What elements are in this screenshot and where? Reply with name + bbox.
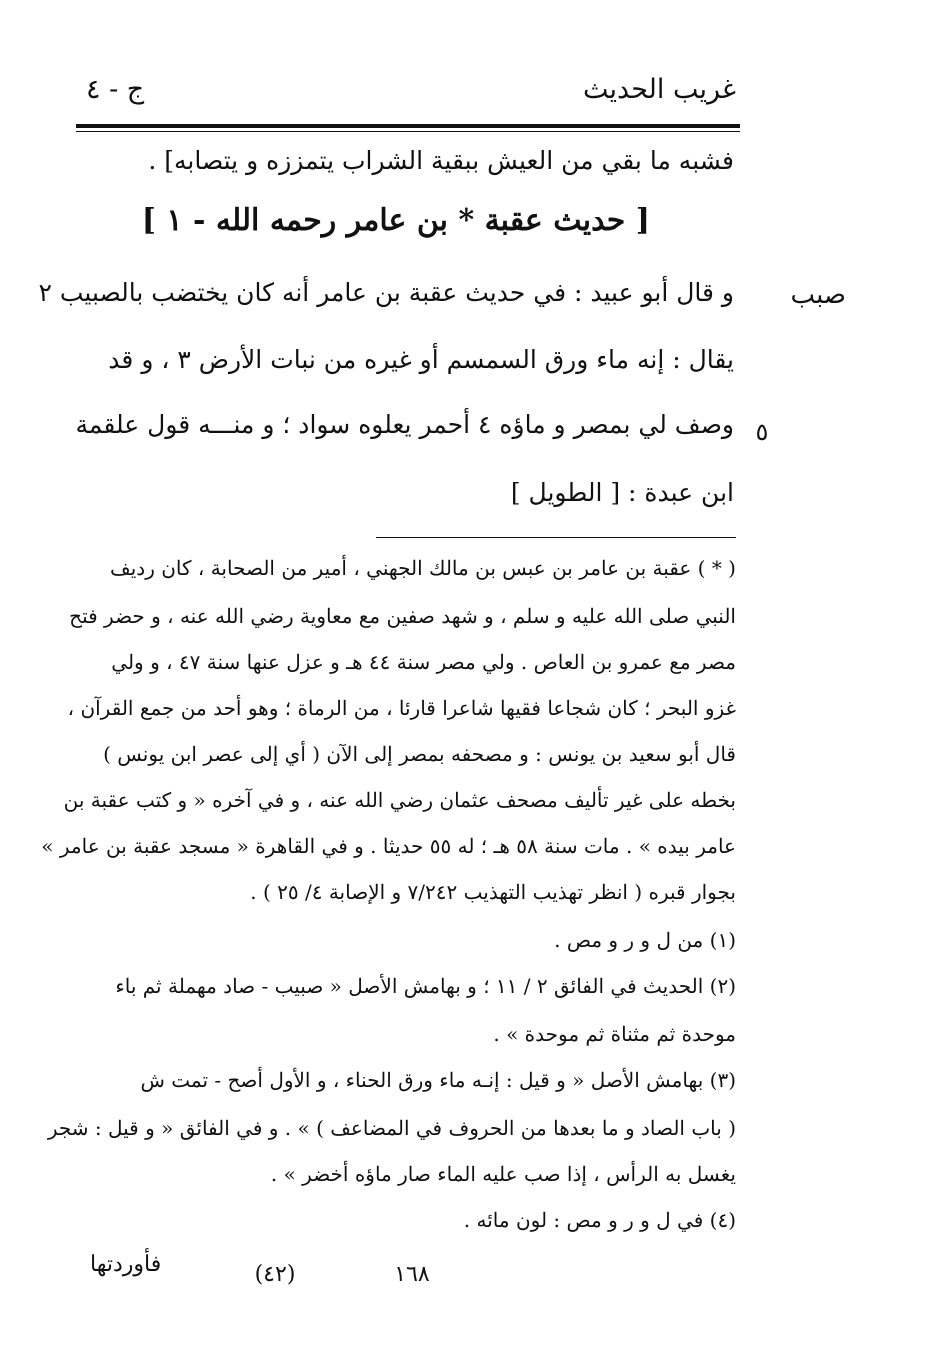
- body-line: وصف لي بمصر و ماؤه ٤ أحمر يعلوه سواد ؛ و منـــه قول علقمة: [75, 410, 734, 439]
- body-line: و قال أبو عبيد : في حديث عقبة بن عامر أنه كان يختضب بالصبيب ٢: [38, 278, 734, 307]
- body-line: ابن عبدة : [ الطويل ]: [510, 478, 734, 507]
- footnote-line: غزو البحر ؛ كان شجاعا فقيها شاعرا قارئا ، من الرماة ؛ وهو أحد من جمع القرآن ،: [67, 696, 736, 720]
- footnote-line: مصر مع عمرو بن العاص . ولي مصر سنة ٤٤ هـ و عزل عنها سنة ٤٧ ، و ولي: [111, 650, 736, 674]
- section-heading: [ حديث عقبة * بن عامر رحمه الله - ١ ]: [141, 203, 650, 238]
- footnote-line: (١) من ل و ر و مص .: [554, 928, 736, 952]
- footnote-separator: [376, 537, 736, 538]
- item-number: (٤٢): [254, 1262, 296, 1287]
- footnote-line: بخطه على غير تأليف مصحف عثمان رضي الله عنه ، و في آخره « و كتب عقبة بن: [63, 788, 736, 812]
- footnote-line: النبي صلى الله عليه و سلم ، و شهد صفين مع معاوية رضي الله عنه ، و حضر فتح: [69, 604, 736, 628]
- body-line: يقال : إنه ماء ورق السمسم أو غيره من نبات الأرض ٣ ، و قد: [108, 345, 734, 374]
- footnote-line: عامر بيده » . مات سنة ٥٨ هـ ؛ له ٥٥ حديثا . و في القاهرة « مسجد عقبة بن عامر »: [41, 834, 736, 858]
- body-line: فشبه ما بقي من العيش ببقية الشراب يتمززه و يتصابه] .: [148, 146, 734, 175]
- footnote-line: (٤) في ل و ر و مص : لون مائه .: [463, 1208, 736, 1232]
- margin-keyword: صبب: [790, 280, 846, 310]
- footnote-line: قال أبو سعيد بن يونس : و مصحفه بمصر إلى الآن ( أي إلى عصر ابن يونس ): [103, 742, 736, 766]
- footnote-line: ( باب الصاد و ما بعدها من الحروف في المضاعف ) » . و في الفائق « و قيل : شجر: [47, 1116, 736, 1140]
- catchword: فأوردتها: [90, 1252, 162, 1277]
- footnote-line: بجوار قبره ( انظر تهذيب التهذيب ٧/٢٤٢ و الإصابة ٤/ ٢٥ ) .: [250, 880, 736, 904]
- header-rule: [76, 124, 740, 128]
- page-number: ١٦٨: [394, 1262, 430, 1287]
- running-header-part: ج - ٤: [86, 74, 145, 105]
- footnote-line: (٣) بهامش الأصل « و قيل : إنـه ماء ورق الحناء ، و الأول أصح - تمت ش: [140, 1068, 736, 1092]
- footnote-line: يغسل به الرأس ، إذا صب عليه الماء صار ماؤه أخضر » .: [270, 1162, 736, 1186]
- margin-line-number: ٥: [755, 418, 769, 446]
- running-header-title: غريب الحديث: [583, 74, 736, 105]
- footnote-line: موحدة ثم مثناة ثم موحدة » .: [493, 1022, 736, 1046]
- footnote-line: ( * ) عقبة بن عامر بن عبس بن مالك الجهني ، أمير من الصحابة ، كان رديف: [110, 556, 736, 580]
- header-rule-thin: [76, 131, 740, 132]
- footnote-line: (٢) الحديث في الفائق ٢ / ١١ ؛ و بهامش الأصل « صبيب - صاد مهملة ثم باء: [115, 974, 736, 998]
